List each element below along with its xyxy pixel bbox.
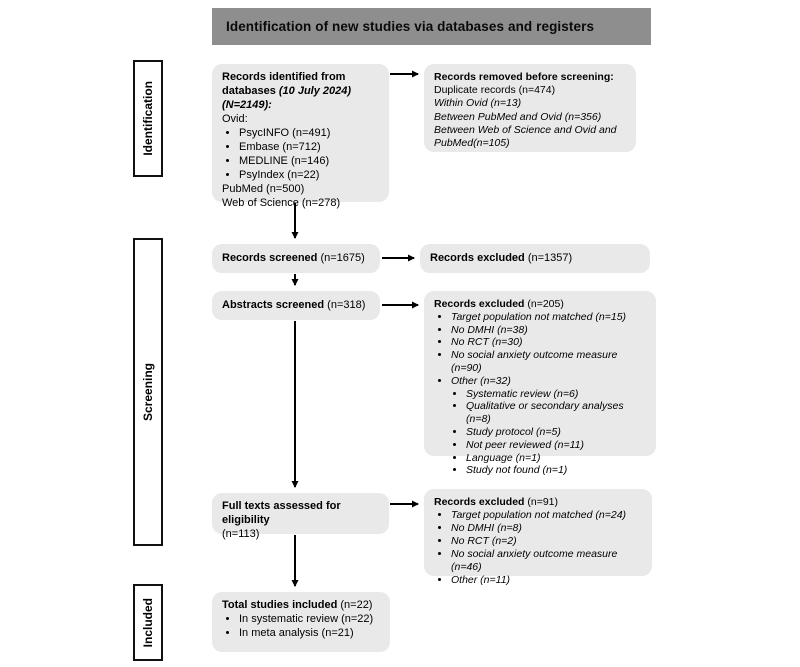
list-item: • Other (n=32) — [451, 375, 646, 388]
box-fulltexts-assessed — [212, 493, 389, 540]
stage-label-included-text: Included — [141, 597, 155, 648]
box-records-removed — [424, 64, 636, 152]
box-records-excluded-fulltexts — [424, 489, 652, 587]
fulltexts-assessed-label: Full texts assessed for eligibility — [222, 500, 341, 526]
list-item: • Other (n=11) — [451, 574, 642, 587]
total-included-label: Total studies included — [222, 599, 338, 611]
diagram-header-title: Identification of new studies via databases and registers — [226, 19, 595, 34]
list-item: • No DMHI (n=38) — [451, 324, 646, 337]
total-included-title — [222, 599, 380, 613]
list-item: • No social anxiety outcome measure (n=90) — [451, 349, 646, 375]
box-abstracts-screened — [212, 291, 380, 320]
records-excluded-abstracts-list — [434, 311, 646, 477]
box-total-included — [212, 592, 390, 652]
list-item: • Not peer reviewed (n=11) — [466, 439, 646, 452]
records-excluded-screening-label: Records excluded — [430, 251, 525, 264]
stage-label-screening-text: Screening — [141, 362, 155, 422]
list-item: • PsyIndex (n=22) — [239, 169, 379, 183]
list-item: • Systematic review (n=6) — [466, 388, 646, 401]
box-records-screened — [212, 244, 380, 273]
box-records-excluded-screening — [420, 244, 650, 273]
records-screened-count: (n=1675) — [317, 251, 365, 264]
records-excluded-fulltexts-label: Records excluded — [434, 496, 525, 508]
list-item: • Target population not matched (n=24) — [451, 509, 642, 522]
abstracts-screened-line — [222, 299, 365, 313]
records-excluded-screening-line — [430, 252, 572, 266]
list-item: • Study not found (n=1) — [466, 464, 646, 477]
stage-label-included — [133, 584, 163, 661]
list-item: • Embase (n=712) — [239, 141, 379, 155]
records-removed-detail-line: Within Ovid (n=13) — [434, 97, 522, 110]
list-item: • PsycINFO (n=491) — [239, 127, 379, 141]
records-screened-label: Records screened — [222, 251, 318, 264]
list-item: • No RCT (n=30) — [451, 336, 646, 349]
records-identified-list — [222, 127, 379, 183]
abstracts-screened-label: Abstracts screened — [222, 298, 325, 311]
records-removed-detail-line: Between PubMed and Ovid (n=356) — [434, 110, 602, 123]
records-identified-wos-line: Web of Science (n=278) — [222, 196, 341, 209]
records-identified-title: Records identified from databases — [222, 71, 346, 97]
list-item: • MEDLINE (n=146) — [239, 155, 379, 169]
list-item: • Qualitative or secondary analyses (n=8) — [466, 400, 646, 426]
records-screened-line — [222, 252, 365, 266]
records-identified-title-detail: (10 July 2024) (N=2149): — [222, 84, 352, 111]
diagram-header — [212, 8, 651, 45]
list-item: • Target population not matched (n=15) — [451, 311, 646, 324]
total-included-count: (n=22) — [337, 599, 373, 611]
list-item: • In systematic review (n=22) — [239, 613, 380, 627]
stage-label-identification — [133, 60, 163, 177]
list-item: • In meta analysis (n=21) — [239, 627, 380, 641]
records-removed-duplicates-line: Duplicate records (n=474) — [434, 84, 556, 97]
records-excluded-screening-count: (n=1357) — [524, 251, 573, 264]
records-identified-pubmed-line: PubMed (n=500) — [222, 182, 305, 195]
fulltexts-assessed-count: (n=113) — [222, 527, 260, 540]
records-excluded-abstracts-other-sublist — [451, 388, 646, 478]
records-excluded-fulltexts-count: (n=91) — [524, 496, 559, 508]
box-records-identified — [212, 64, 389, 209]
records-removed-title: Records removed before screening: — [434, 71, 614, 83]
list-item: • Study protocol (n=5) — [466, 426, 646, 439]
list-item: • No social anxiety outcome measure (n=46) — [451, 548, 642, 574]
box-records-excluded-abstracts — [424, 291, 656, 477]
records-removed-detail-line: Between Web of Science and Ovid and PubMed(n=105) — [434, 123, 617, 150]
list-item: • No RCT (n=2) — [451, 535, 642, 548]
records-excluded-abstracts-title — [434, 298, 646, 311]
list-item: • Language (n=1) — [466, 452, 646, 465]
abstracts-screened-count: (n=318) — [324, 298, 366, 311]
stage-label-identification-text: Identification — [141, 81, 155, 156]
records-identified-ovid-line: Ovid: — [222, 112, 248, 125]
list-item: • No DMHI (n=8) — [451, 522, 642, 535]
records-excluded-abstracts-label: Records excluded — [434, 298, 525, 310]
records-excluded-abstracts-count: (n=205) — [524, 298, 564, 310]
records-excluded-fulltexts-title — [434, 496, 642, 509]
stage-label-screening — [133, 238, 163, 546]
total-included-list — [222, 613, 380, 641]
records-excluded-fulltexts-list — [434, 509, 642, 587]
